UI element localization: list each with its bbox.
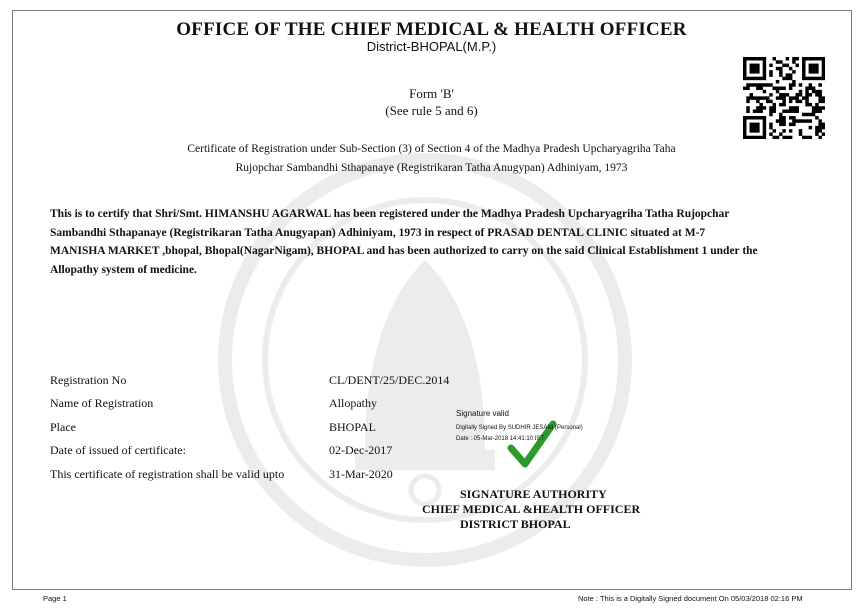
authority-district: DISTRICT BHOPAL <box>460 517 571 531</box>
form-name: Form 'B' <box>409 86 454 101</box>
office-title: OFFICE OF THE CHIEF MEDICAL & HEALTH OFFICER <box>176 19 687 40</box>
certification-line: MANISHA MARKET ,bhopal, Bhopal(NagarNigam), BHOPAL and has been authorized to carry on the said Clinical Establishment 1 under the <box>50 245 758 258</box>
registration-name-label: Name of Registration <box>50 396 154 410</box>
registration-no-label: Registration No <box>50 373 127 387</box>
registration-name-value: Allopathy <box>329 396 377 410</box>
certification-line: This is to certify that Shri/Smt. HIMANSHU AGARWAL has been registered under the Madhya Pradesh Upcharyagriha Tatha Rujopchar <box>50 208 730 220</box>
place-label: Place <box>50 420 76 434</box>
page-number: Page 1 <box>43 594 67 603</box>
valid-upto-label: This certificate of registration shall be valid upto <box>50 467 285 481</box>
signature-signed-by: Digitally Signed By SUDHIR JESANI (Personal) <box>456 425 583 431</box>
place-value: BHOPAL <box>329 420 376 434</box>
certification-paragraph <box>50 205 820 279</box>
certificate-heading-line-2: Rujopchar Sambandhi Sthapanaye (Registrikaran Tatha Anugypan) Adhiniyam, 1973 <box>235 162 628 174</box>
district-name: District-BHOPAL(M.P.) <box>366 39 497 54</box>
registration-no-value: CL/DENT/25/DEC.2014 <box>329 373 450 387</box>
digital-sign-note: Note : This is a Digitally Signed document On 05/03/2018 02:16 PM <box>578 594 803 603</box>
issue-date-value: 02-Dec-2017 <box>329 443 393 457</box>
signature-date: Date : 05-Mar-2018 14:41:10 IST <box>456 436 545 442</box>
issue-date-label: Date of issued of certificate: <box>50 443 186 457</box>
certificate-heading-line-1: Certificate of Registration under Sub-Section (3) of Section 4 of the Madhya Pradesh Upcharyagriha Taha <box>187 143 676 155</box>
form-rule: (See rule 5 and 6) <box>385 103 478 118</box>
valid-upto-value: 31-Mar-2020 <box>329 467 393 481</box>
certification-line: Sambandhi Sthapanaye (Registrikaran Tatha Anugyapan) Adhiniyam, 1973 in respect of PRASAD DENTAL CLINIC situated at M-7 <box>50 226 706 239</box>
signature-status: Signature valid <box>456 409 509 418</box>
authority-title: SIGNATURE AUTHORITY <box>460 487 607 501</box>
certification-line: Allopathy system of medicine. <box>50 263 197 276</box>
authority-office: CHIEF MEDICAL &HEALTH OFFICER <box>422 502 641 516</box>
